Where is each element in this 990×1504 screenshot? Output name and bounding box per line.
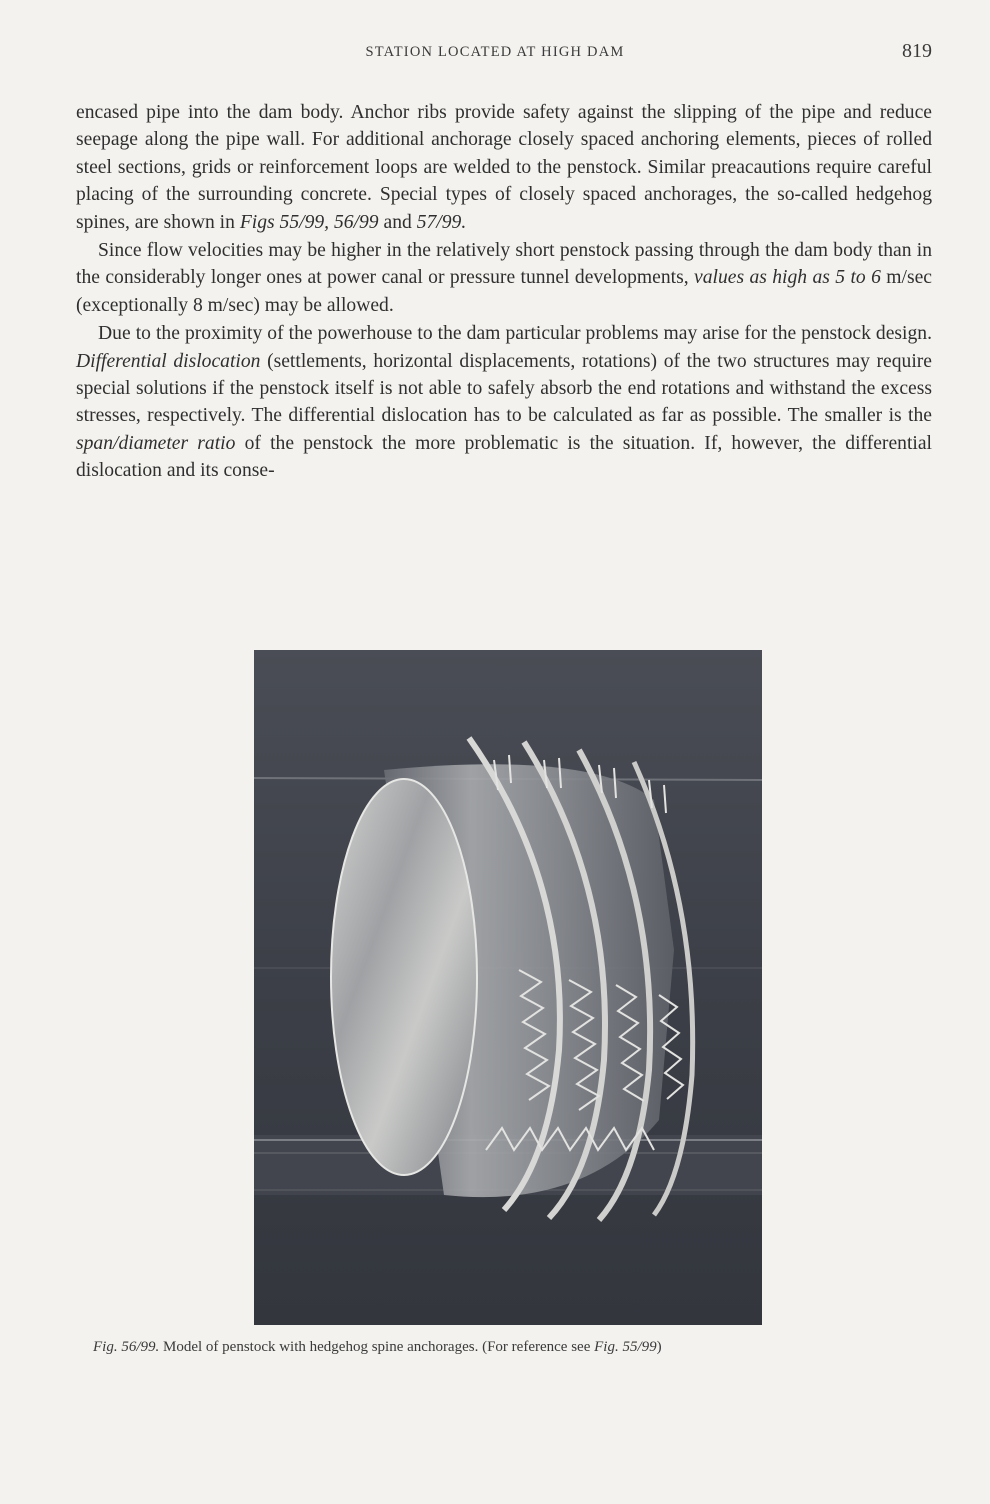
text-run: m/sec (exceptionally 8 m/sec) may be allowed. <box>76 267 932 316</box>
text-run: of the penstock the more problematic is the situation. If, however, the differential dislocation and its conse- <box>76 432 932 482</box>
text-run: (settlements, horizontal displacements, rotations) of the two structures may require special solutions if the penstock itself is not able to safely absorb the end rotations and withstand the excess stresses, respectively. The differential dislocation has to be calculated as far as possible. The smaller is the <box>76 350 932 427</box>
running-head: STATION LOCATED AT HIGH DAM <box>365 44 625 60</box>
italic-run: 57/99. <box>416 211 467 233</box>
italic-run: span/diameter ratio <box>76 432 236 454</box>
italic-run: values as high as 5 to 6 <box>694 267 881 289</box>
figure-photo <box>254 650 762 1325</box>
text-run: Since flow velocities may be higher in the relatively short penstock passing through the dam body than in the considerably longer ones at power canal or pressure tunnel developments, <box>76 240 932 289</box>
caption-text: Model of penstock with hedgehog spine anchorages. (For reference see <box>159 1339 595 1355</box>
text-run: encased pipe into the dam body. Anchor ribs provide safety against the slipping of the pipe and reduce seepage along the pipe wall. For additional anchorage closely spaced anchoring elements, pieces of rolled steel sections, grids or reinforcement loops are welded to the penstock. Similar preacautions require careful placing of the surrounding concrete. Special types of closely spaced anchorages, the so-called hedgehog spines, are shown in <box>76 102 932 233</box>
page-number: 819 <box>902 40 932 62</box>
paragraph-1 <box>76 99 932 236</box>
caption-end: ) <box>656 1339 662 1355</box>
caption-reference: Fig. 55/99 <box>594 1339 657 1355</box>
paragraph-3 <box>76 320 932 484</box>
body-text <box>76 99 932 485</box>
paragraph-2 <box>76 237 932 319</box>
text-run: Due to the proximity of the powerhouse to the dam particular problems may arise for the penstock design. <box>98 323 932 345</box>
text-run: and <box>378 211 417 233</box>
penstock-model-photo <box>254 650 762 1325</box>
caption-label: Fig. 56/99. <box>93 1339 160 1355</box>
italic-run: Differential dislocation <box>76 350 261 372</box>
italic-run: Figs 55/99, 56/99 <box>239 211 379 233</box>
figure-caption <box>93 1339 923 1356</box>
